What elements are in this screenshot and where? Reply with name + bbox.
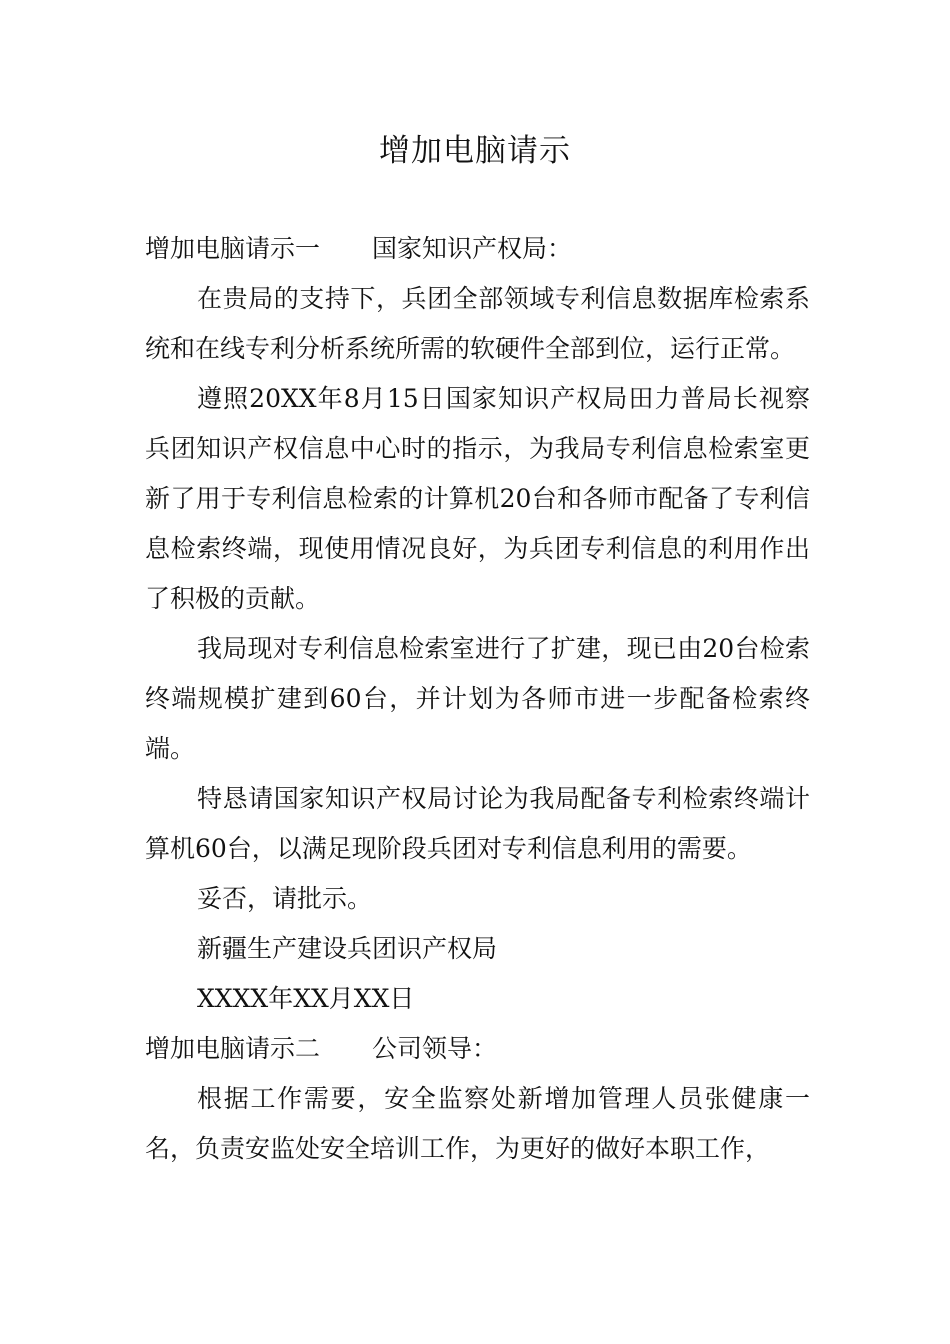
section-label: 增加电脑请示一 [145, 234, 321, 263]
document-body [145, 224, 810, 1174]
document-title: 增加电脑请示 [379, 133, 571, 169]
paragraph: 遵照20XX年8月15日国家知识产权局田力普局长视察兵团知识产权信息中心时的指示，为我局专利信息检索室更新了用于专利信息检索的计算机20台和各师市配备了专利信息检索终端，现使用情况良好，为兵团专利信息的利用作出了积极的贡献。 [145, 384, 810, 613]
section-heading-2 [145, 1024, 810, 1074]
paragraph: 在贵局的支持下，兵团全部领域专利信息数据库检索系统和在线专利分析系统所需的软硬件全部到位，运行正常。 [145, 284, 810, 363]
section-label: 增加电脑请示二 [145, 1034, 321, 1063]
paragraph: 根据工作需要，安全监察处新增加管理人员张健康一名，负责安监处安全培训工作，为更好的做好本职工作， [145, 1084, 810, 1163]
section-heading-1 [145, 224, 810, 274]
paragraph: 我局现对专利信息检索室进行了扩建，现已由20台检索终端规模扩建到60台，并计划为各师市进一步配备检索终端。 [145, 634, 810, 763]
closing-request: 妥否，请批示。 [197, 884, 373, 913]
addressee: 国家知识产权局： [372, 234, 573, 263]
addressee: 公司领导： [372, 1034, 498, 1063]
paragraph: 特恳请国家知识产权局讨论为我局配备专利检索终端计算机60台，以满足现阶段兵团对专利信息利用的需要。 [145, 784, 810, 863]
signature-date: XXXX年XX月XX日 [197, 984, 415, 1013]
signature-organization: 新疆生产建设兵团识产权局 [197, 934, 498, 963]
